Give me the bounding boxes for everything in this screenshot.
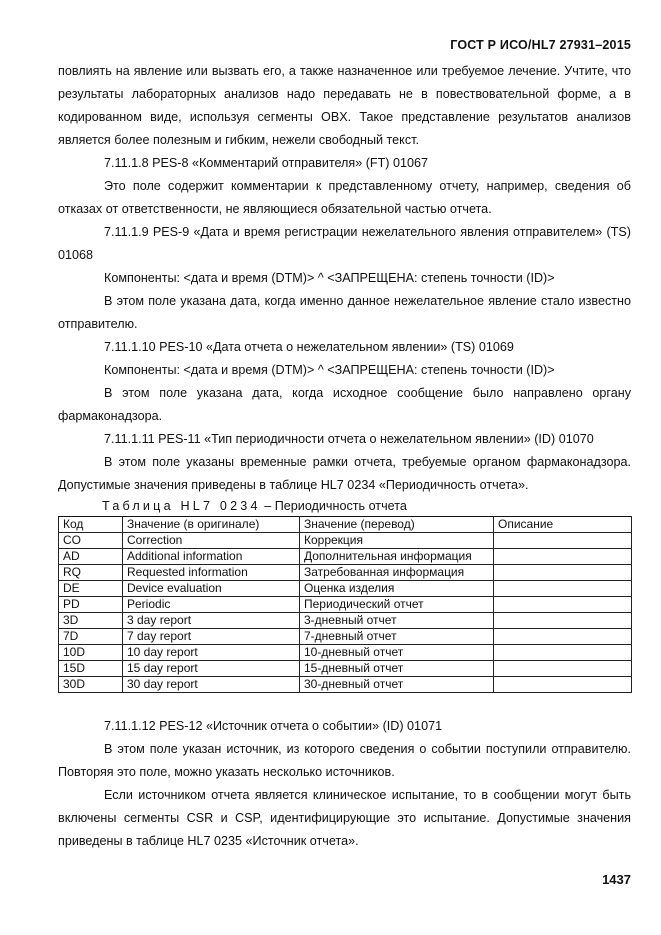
cell-translation: Коррекция — [300, 533, 494, 549]
table-caption — [58, 497, 631, 516]
cell-code: DE — [59, 581, 123, 597]
cell-description — [494, 549, 632, 565]
cell-translation: 30-дневный отчет — [300, 677, 494, 693]
section-heading: 7.11.1.12 PES-12 «Источник отчета о событии» (ID) 01071 — [104, 719, 443, 733]
cell-original: Periodic — [123, 597, 300, 613]
cell-translation: Затребованная информация — [300, 565, 494, 581]
cell-translation: 10-дневный отчет — [300, 645, 494, 661]
periodicity-table — [58, 516, 632, 693]
cell-description — [494, 645, 632, 661]
section-heading: 7.11.1.10 PES-10 «Дата отчета о нежелательном явлении» (TS) 01069 — [104, 340, 514, 354]
paragraph: Если источником отчета является клиническое испытание, то в сообщении могут быть включены сегменты CSR и CSP, идентифицирующие это испытание. Допустимые значения приведены в таблице HL7 0235 «Источник отчета». — [58, 788, 631, 848]
cell-code: AD — [59, 549, 123, 565]
paragraph: В этом поле указана дата, когда исходное сообщение было направлено органу фармаконадзора. — [58, 386, 631, 423]
header-cell-code: Код — [59, 517, 123, 533]
header-cell-translation: Значение (перевод) — [300, 517, 494, 533]
table-caption-dash: – — [264, 499, 272, 513]
table-row — [59, 613, 632, 629]
paragraph: В этом поле указана дата, когда именно данное нежелательное явление стало известно отправителю. — [58, 294, 631, 331]
paragraph: Компоненты: <дата и время (DTM)> ^ <ЗАПРЕЩЕНА: степень точности (ID)> — [104, 363, 555, 377]
cell-translation: 3-дневный отчет — [300, 613, 494, 629]
section-heading: 7.11.1.9 PES-9 «Дата и время регистрации нежелательного явления отправителем» (TS) 01068 — [58, 225, 631, 262]
cell-code: 30D — [59, 677, 123, 693]
header-cell-original: Значение (в оригинале) — [123, 517, 300, 533]
cell-description — [494, 677, 632, 693]
cell-description — [494, 597, 632, 613]
cell-code: 3D — [59, 613, 123, 629]
cell-original: 3 day report — [123, 613, 300, 629]
cell-original: Correction — [123, 533, 300, 549]
cell-translation: 7-дневный отчет — [300, 629, 494, 645]
section-heading: 7.11.1.11 PES-11 «Тип периодичности отчета о нежелательном явлении» (ID) 01070 — [104, 432, 594, 446]
cell-translation: Периодический отчет — [300, 597, 494, 613]
header-cell-description: Описание — [494, 517, 632, 533]
cell-original: Requested information — [123, 565, 300, 581]
cell-code: 10D — [59, 645, 123, 661]
table-row — [59, 565, 632, 581]
table-row — [59, 533, 632, 549]
cell-translation: Оценка изделия — [300, 581, 494, 597]
cell-code: 7D — [59, 629, 123, 645]
page-number: 1437 — [602, 872, 631, 887]
cell-translation: Дополнительная информация — [300, 549, 494, 565]
cell-description — [494, 533, 632, 549]
cell-original: Additional information — [123, 549, 300, 565]
cell-original: Device evaluation — [123, 581, 300, 597]
cell-original: 7 day report — [123, 629, 300, 645]
cell-original: 30 day report — [123, 677, 300, 693]
cell-code: 15D — [59, 661, 123, 677]
paragraph: Это поле содержит комментарии к представленному отчету, например, сведения об отказах от ответственности, не являющиеся обязательной частью отчета. — [58, 179, 631, 216]
document-header: ГОСТ Р ИСО/HL7 27931–2015 — [450, 38, 631, 52]
cell-description — [494, 661, 632, 677]
cell-description — [494, 613, 632, 629]
cell-code: PD — [59, 597, 123, 613]
cell-description — [494, 565, 632, 581]
paragraph: повлиять на явление или вызвать его, а также назначенное или требуемое лечение. Учтите, что результаты лабораторных анализов надо передавать не в повествовательной форме, а в кодированном виде, используя сегменты OBX. Такое представление результатов анализов является более полезным и гибким, нежели свободный текст. — [58, 64, 631, 147]
table-row — [59, 581, 632, 597]
table-row — [59, 597, 632, 613]
paragraph: В этом поле указан источник, из которого сведения о событии поступили отправителю. Повторяя это поле, можно указать несколько источников. — [58, 742, 631, 779]
table-row — [59, 645, 632, 661]
table-caption-label: Таблица HL7 0234 — [102, 499, 261, 513]
table-caption-title: Периодичность отчета — [274, 499, 407, 513]
table-row — [59, 549, 632, 565]
table-header-row — [59, 517, 632, 533]
section-heading: 7.11.1.8 PES-8 «Комментарий отправителя» (FT) 01067 — [104, 156, 429, 170]
cell-code: CO — [59, 533, 123, 549]
paragraph: В этом поле указаны временные рамки отчета, требуемые органом фармаконадзора. Допустимые значения приведены в таблице HL7 0234 «Периодичность отчета». — [58, 455, 631, 492]
paragraph: Компоненты: <дата и время (DTM)> ^ <ЗАПРЕЩЕНА: степень точности (ID)> — [104, 271, 555, 285]
cell-translation: 15-дневный отчет — [300, 661, 494, 677]
table-row — [59, 661, 632, 677]
cell-original: 10 day report — [123, 645, 300, 661]
cell-description — [494, 629, 632, 645]
page-content — [58, 60, 631, 853]
cell-original: 15 day report — [123, 661, 300, 677]
table-row — [59, 629, 632, 645]
table-row — [59, 677, 632, 693]
cell-description — [494, 581, 632, 597]
cell-code: RQ — [59, 565, 123, 581]
